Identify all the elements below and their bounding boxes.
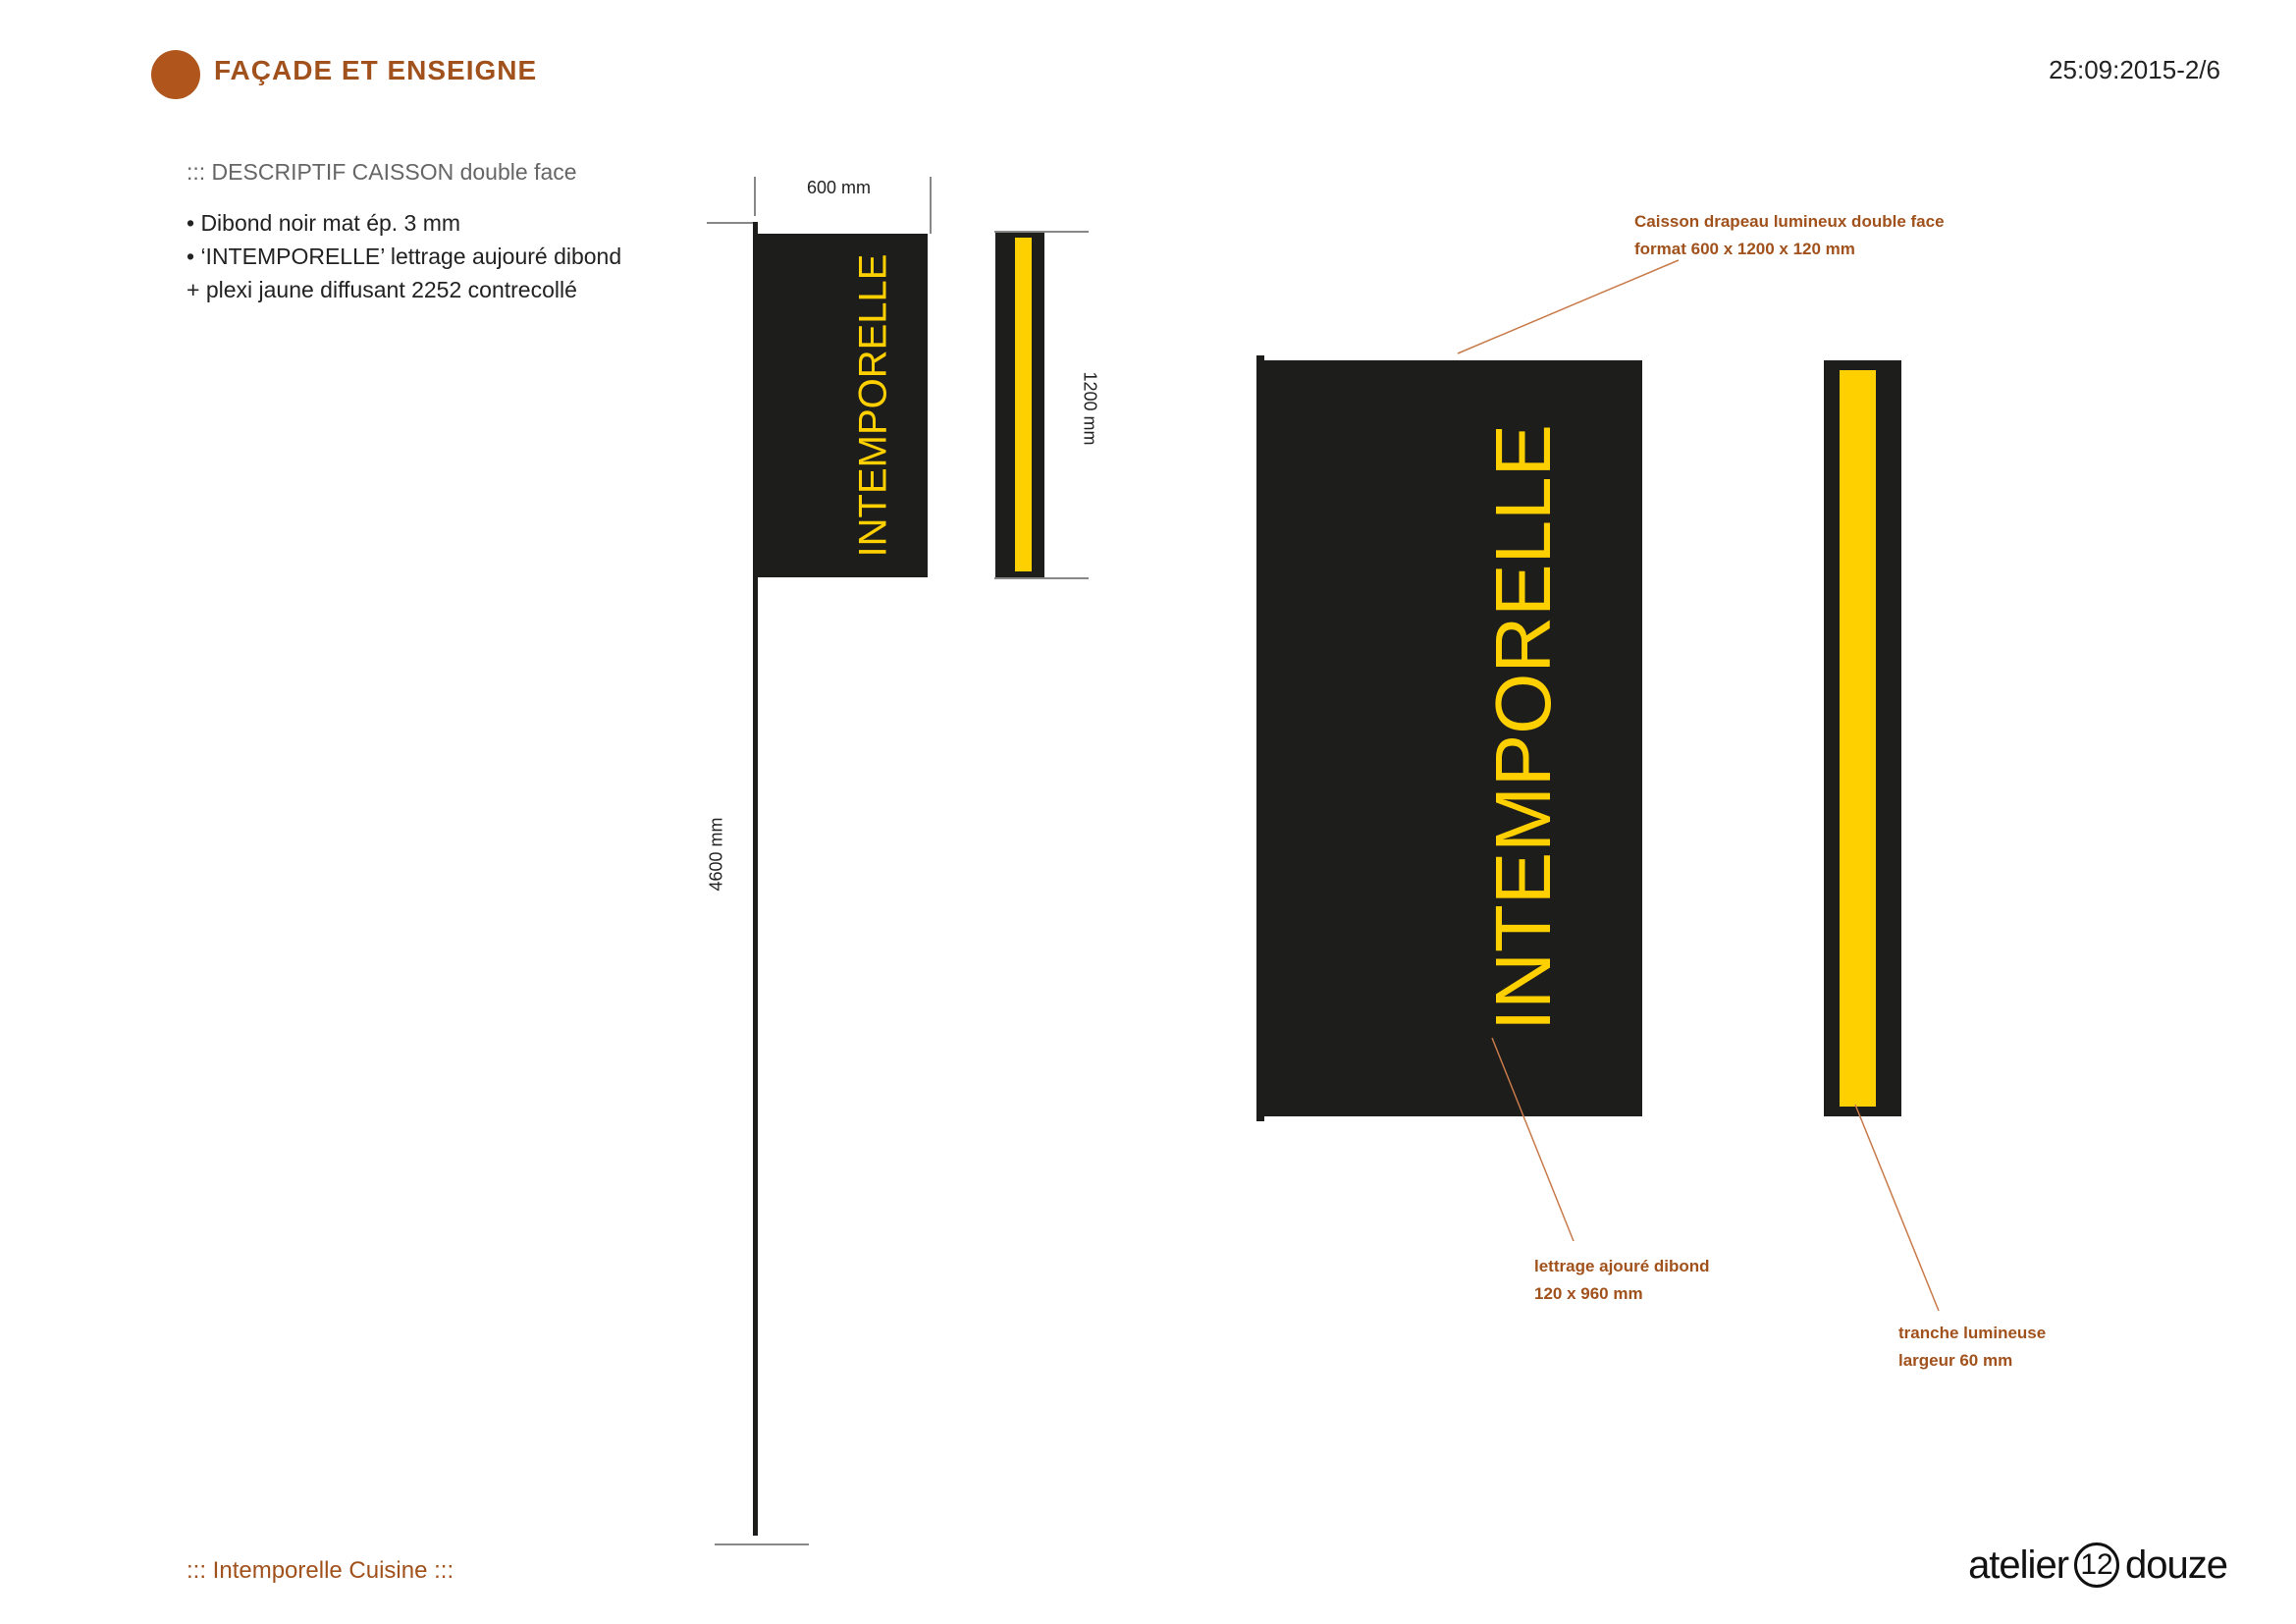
annotation-caisson-line1: Caisson drapeau lumineux double face [1634,212,1945,231]
height-dimension-label: 1200 mm [1080,371,1100,446]
logo-text-left: atelier [1968,1543,2069,1587]
pole-height-label: 4600 mm [706,817,726,892]
sign-lettering-small: INTEMPORELLE [851,253,895,558]
leader-lettrage [1492,1038,1574,1241]
atelier-douze-logo [1968,1541,2227,1590]
description-line: • Dibond noir mat ép. 3 mm [187,210,461,236]
leader-caisson [1458,260,1679,353]
annotation-caisson-line2: format 600 x 1200 x 120 mm [1634,240,1855,258]
annotation-tranche-line1: tranche lumineuse [1898,1324,2047,1342]
page-title: FAÇADE ET ENSEIGNE [214,55,538,85]
annotation-lettrage-line2: 120 x 960 mm [1534,1284,1643,1303]
sign-lettering-large: INTEMPORELLE [1479,424,1567,1031]
annotation-tranche [1898,1320,2046,1375]
annotation-tranche-line2: largeur 60 mm [1898,1351,2013,1370]
width-dimension-label: 600 mm [807,178,872,197]
description-line: + plexi jaune diffusant 2252 contrecollé [187,277,577,302]
logo-text-right: douze [2125,1543,2227,1587]
page-reference: 25:09:2015-2/6 [2049,55,2220,84]
annotation-lettrage [1534,1253,1710,1308]
project-name: ::: Intemporelle Cuisine ::: [187,1557,454,1584]
description-title: ::: DESCRIPTIF CAISSON double face [187,159,577,185]
description-line: • ‘INTEMPORELLE’ lettrage aujouré dibond [187,244,622,269]
leader-tranche [1855,1105,1939,1311]
annotation-caisson [1634,208,1945,263]
annotation-lettrage-line1: lettrage ajouré dibond [1534,1257,1710,1275]
logo-number: 12 [2074,1543,2119,1588]
